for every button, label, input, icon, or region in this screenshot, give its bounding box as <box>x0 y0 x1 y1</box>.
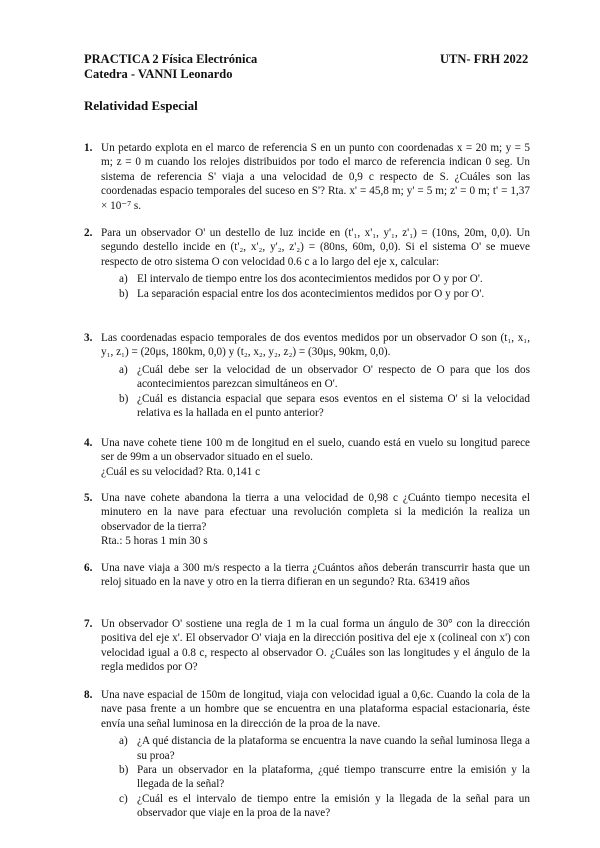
institution-year: UTN- FRH 2022 <box>440 52 529 66</box>
sub-item-label: c) <box>119 792 128 805</box>
sub-item-label: b) <box>119 287 129 300</box>
question-3 <box>84 331 530 420</box>
question-5 <box>84 491 530 549</box>
question-text: Un petardo explota en el marco de referencia S en un punto con coordenadas x = 20 m; y = 5 m; z = 0 m cuando los relojes distribuidos por todo el marco de referencia indican 0 seg. Un sistema de referencia S' viaja a una velocidad de 0,9 c respecto de S. ¿Cuáles son las coordenadas espacio temporales del suceso en S'? Rta. x' = 45,8 m; y' = 5 m; z' = 0 m; t' = 1,37 × 10⁻⁷ s. <box>101 142 530 212</box>
question-1 <box>84 141 530 213</box>
sub-item-text: ¿Cuál debe ser la velocidad de un observador O' respecto de O para que los dos acontecimientos parezcan simultáneos en O'. <box>137 363 530 391</box>
question-text: Para un observador O' un destello de luz incide en (t'₁, x'₁, y'₁, z'₁) = (10ns, 20m, 0,0). Un segundo destello incide en (t'₂, x'₂, y'₂, z'₂) = (80ns, 60m, 0,0). Si el sistema O' se mueve respecto de otro sistema O con velocidad 0.6 c a lo largo del eje x, calcular: <box>101 227 530 268</box>
sub-item <box>119 363 530 392</box>
sub-item-text: La separación espacial entre los dos acontecimientos medidos por O y por O'. <box>137 287 485 300</box>
sub-item-text: ¿A qué distancia de la plataforma se encuentra la nave cuando la señal luminosa llega a su proa? <box>137 735 530 762</box>
sub-item-text: Para un observador en la plataforma, ¿qué tiempo transcurre entre la emisión y la llegada de la señal? <box>137 764 530 791</box>
section-title: Relatividad Especial <box>84 98 198 113</box>
sub-item-text: ¿Cuál es distancia espacial que separa esos eventos en el sistema O' si la velocidad relativa es la hallada en el punto anterior? <box>137 392 530 420</box>
sub-item <box>119 734 530 763</box>
question-7 <box>84 617 530 675</box>
question-4 <box>84 436 530 479</box>
question-text: Una nave cohete tiene 100 m de longitud en el suelo, cuando está en vuelo su longitud parece ser de 99m a un observador situado en el suelo. <box>101 437 530 464</box>
question-text: Una nave espacial de 150m de longitud, viaja con velocidad igual a 0,6c. Cuando la cola de la nave pasa frente a un hombre que se encuentra en una plataforma espacial estacionaria, éste envía una señal luminosa en la dirección de la proa de la nave. <box>101 689 530 730</box>
sub-item-text: ¿Cuál es el intervalo de tiempo entre la emisión y la llegada de la señal para un observador que viaje en la proa de la nave? <box>137 792 530 820</box>
question-8 <box>84 688 530 821</box>
question-number: 6. <box>84 562 93 574</box>
question-number: 5. <box>84 492 93 504</box>
question-text: Un observador O' sostiene una regla de 1 m la cual forma un ángulo de 30° con la dirección positiva del eje x'. El observador O' viaja en la dirección positiva del eje x (colineal con x') con velocidad igual a 0.8 c, respecto al observador O. ¿Cuáles son las longitudes y el ángulo de la regla medidos por O? <box>101 618 530 674</box>
question-text: Una nave viaja a 300 m/s respecto a la tierra ¿Cuántos años deberán transcurrir hasta que un reloj situado en la nave y otro en la tierra difieran en un segundo? Rta. 63419 años <box>101 562 530 589</box>
sub-item <box>119 792 530 821</box>
question-answer: Rta.: 5 horas 1 min 30 s <box>101 535 208 548</box>
question-number: 8. <box>84 689 93 701</box>
question-text: Las coordenadas espacio temporales de dos eventos medidos por un observador O son (t₁, x₁, y₁, z₁) = (20μs, 180km, 0,0) y (t₂, x₂, y₂, z₂) = (30μs, 90km, 0,0). <box>101 332 530 359</box>
question-number: 2. <box>84 227 93 239</box>
question-answer: ¿Cuál es su velocidad? Rta. 0,141 c <box>101 465 261 478</box>
sub-item-label: b) <box>119 764 129 777</box>
sub-item <box>119 763 530 792</box>
sub-item <box>119 287 530 301</box>
sub-item-label: a) <box>119 363 128 376</box>
sub-item-text: El intervalo de tiempo entre los dos acontecimientos medidos por O y por O'. <box>137 273 483 286</box>
sub-item <box>119 392 530 421</box>
question-number: 1. <box>84 142 93 154</box>
sub-item-label: b) <box>119 392 129 405</box>
question-number: 4. <box>84 437 93 449</box>
question-number: 7. <box>84 618 93 630</box>
question-2 <box>84 226 530 301</box>
question-6 <box>84 561 530 590</box>
sub-item-label: a) <box>119 273 128 286</box>
sub-item <box>119 272 530 286</box>
course-title: PRACTICA 2 Física Electrónica <box>84 52 258 66</box>
question-number: 3. <box>84 332 93 344</box>
question-text: Una nave cohete abandona la tierra a una velocidad de 0,98 c ¿Cuánto tiempo necesita el minutero en la nave para efectuar una revolución completa si la medición la realiza un observador de la tierra? <box>101 492 530 533</box>
sub-item-label: a) <box>119 735 128 748</box>
chair-name: Catedra - VANNI Leonardo <box>84 67 233 81</box>
